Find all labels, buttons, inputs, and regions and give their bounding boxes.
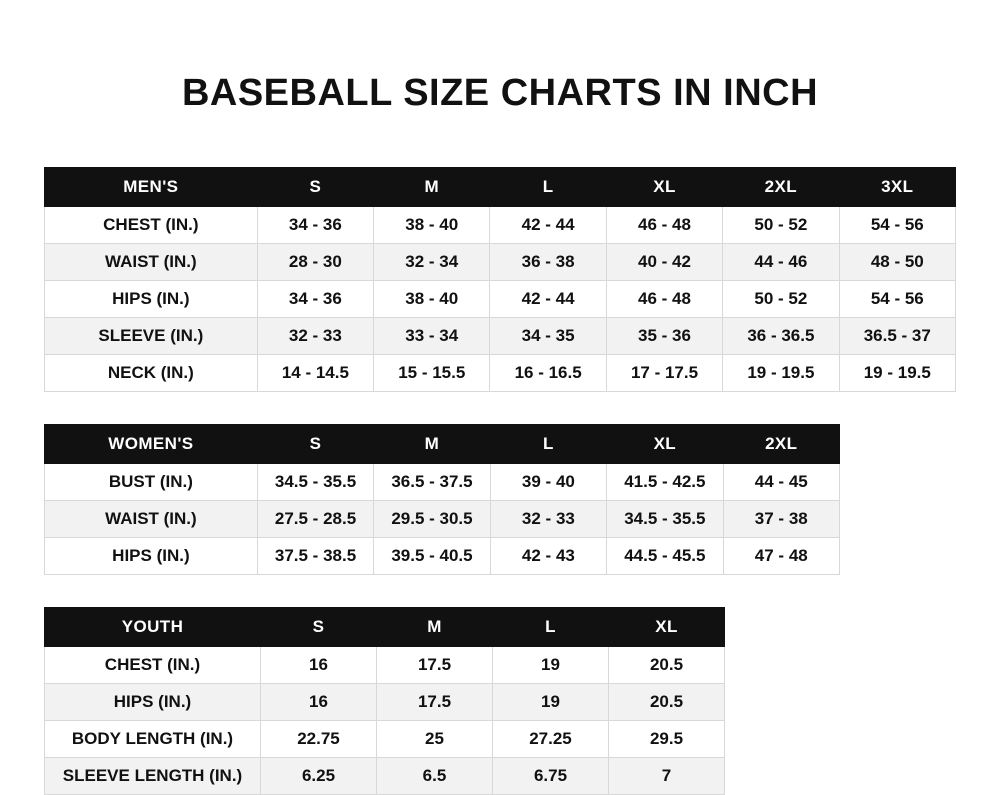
row-label: SLEEVE LENGTH (IN.) — [45, 758, 261, 795]
column-header: L — [493, 608, 609, 647]
table-cell: 15 - 15.5 — [374, 355, 490, 392]
table-cell: 47 - 48 — [723, 538, 839, 575]
womens-table-header — [45, 425, 840, 464]
table-cell: 20.5 — [609, 684, 725, 721]
column-header: YOUTH — [45, 608, 261, 647]
table-cell: 39.5 - 40.5 — [374, 538, 490, 575]
table-cell: 6.25 — [261, 758, 377, 795]
table-cell: 17.5 — [377, 684, 493, 721]
table-cell: 36 - 36.5 — [723, 318, 839, 355]
column-header: 2XL — [723, 168, 839, 207]
table-cell: 40 - 42 — [606, 244, 722, 281]
table-cell: 32 - 33 — [257, 318, 373, 355]
table-cell: 19 — [493, 684, 609, 721]
table-cell: 36 - 38 — [490, 244, 606, 281]
table-row — [45, 684, 725, 721]
table-cell: 27.5 - 28.5 — [257, 501, 373, 538]
table-cell: 48 - 50 — [839, 244, 955, 281]
table-cell: 14 - 14.5 — [257, 355, 373, 392]
table-cell: 33 - 34 — [374, 318, 490, 355]
table-cell: 35 - 36 — [606, 318, 722, 355]
table-header-row — [45, 168, 956, 207]
table-cell: 37 - 38 — [723, 501, 839, 538]
table-cell: 29.5 - 30.5 — [374, 501, 490, 538]
row-label: BUST (IN.) — [45, 464, 258, 501]
page-title: BASEBALL SIZE CHARTS IN INCH — [181, 72, 819, 114]
column-header: XL — [606, 168, 722, 207]
table-cell: 46 - 48 — [606, 207, 722, 244]
table-header-row — [45, 425, 840, 464]
size-tables-container — [0, 167, 1000, 795]
row-label: HIPS (IN.) — [45, 538, 258, 575]
table-cell: 37.5 - 38.5 — [257, 538, 373, 575]
table-cell: 19 — [493, 647, 609, 684]
row-label: BODY LENGTH (IN.) — [45, 721, 261, 758]
column-header: L — [490, 168, 606, 207]
table-cell: 38 - 40 — [374, 281, 490, 318]
table-cell: 42 - 44 — [490, 281, 606, 318]
table-cell: 16 — [261, 647, 377, 684]
table-row — [45, 318, 956, 355]
table-cell: 46 - 48 — [606, 281, 722, 318]
table-row — [45, 244, 956, 281]
column-header: 3XL — [839, 168, 955, 207]
row-label: HIPS (IN.) — [45, 684, 261, 721]
table-cell: 17 - 17.5 — [606, 355, 722, 392]
row-label: NECK (IN.) — [45, 355, 258, 392]
column-header: S — [257, 425, 373, 464]
row-label: WAIST (IN.) — [45, 244, 258, 281]
table-cell: 34 - 36 — [257, 281, 373, 318]
table-row — [45, 281, 956, 318]
table-row — [45, 355, 956, 392]
table-cell: 44 - 46 — [723, 244, 839, 281]
mens-table-header — [45, 168, 956, 207]
youth-table-body — [45, 647, 725, 795]
table-cell: 29.5 — [609, 721, 725, 758]
row-label: SLEEVE (IN.) — [45, 318, 258, 355]
youth-size-table — [44, 607, 725, 795]
table-cell: 7 — [609, 758, 725, 795]
table-cell: 19 - 19.5 — [723, 355, 839, 392]
table-cell: 36.5 - 37 — [839, 318, 955, 355]
mens-size-table — [44, 167, 956, 392]
table-cell: 34.5 - 35.5 — [257, 464, 373, 501]
table-cell: 54 - 56 — [839, 207, 955, 244]
table-cell: 50 - 52 — [723, 207, 839, 244]
table-cell: 34 - 35 — [490, 318, 606, 355]
womens-table-body — [45, 464, 840, 575]
column-header: WOMEN'S — [45, 425, 258, 464]
table-cell: 44 - 45 — [723, 464, 839, 501]
table-cell: 6.75 — [493, 758, 609, 795]
table-row — [45, 501, 840, 538]
table-cell: 28 - 30 — [257, 244, 373, 281]
table-row — [45, 464, 840, 501]
table-cell: 36.5 - 37.5 — [374, 464, 490, 501]
table-cell: 44.5 - 45.5 — [607, 538, 723, 575]
womens-size-table — [44, 424, 840, 575]
table-cell: 39 - 40 — [490, 464, 606, 501]
table-cell: 16 - 16.5 — [490, 355, 606, 392]
table-cell: 17.5 — [377, 647, 493, 684]
table-cell: 50 - 52 — [723, 281, 839, 318]
column-header: XL — [607, 425, 723, 464]
table-cell: 34.5 - 35.5 — [607, 501, 723, 538]
table-cell: 34 - 36 — [257, 207, 373, 244]
table-cell: 16 — [261, 684, 377, 721]
column-header: M — [377, 608, 493, 647]
column-header: XL — [609, 608, 725, 647]
column-header: M — [374, 168, 490, 207]
table-row — [45, 538, 840, 575]
row-label: HIPS (IN.) — [45, 281, 258, 318]
table-header-row — [45, 608, 725, 647]
row-label: CHEST (IN.) — [45, 647, 261, 684]
table-cell: 42 - 44 — [490, 207, 606, 244]
row-label: WAIST (IN.) — [45, 501, 258, 538]
column-header: M — [374, 425, 490, 464]
mens-table-body — [45, 207, 956, 392]
table-row — [45, 207, 956, 244]
column-header: MEN'S — [45, 168, 258, 207]
row-label: CHEST (IN.) — [45, 207, 258, 244]
column-header: S — [261, 608, 377, 647]
table-cell: 41.5 - 42.5 — [607, 464, 723, 501]
table-cell: 32 - 34 — [374, 244, 490, 281]
table-cell: 22.75 — [261, 721, 377, 758]
table-cell: 54 - 56 — [839, 281, 955, 318]
column-header: L — [490, 425, 606, 464]
table-cell: 32 - 33 — [490, 501, 606, 538]
table-cell: 42 - 43 — [490, 538, 606, 575]
table-cell: 27.25 — [493, 721, 609, 758]
table-cell: 25 — [377, 721, 493, 758]
column-header: 2XL — [723, 425, 839, 464]
youth-table-header — [45, 608, 725, 647]
table-row — [45, 647, 725, 684]
table-cell: 20.5 — [609, 647, 725, 684]
column-header: S — [257, 168, 373, 207]
table-cell: 38 - 40 — [374, 207, 490, 244]
table-row — [45, 758, 725, 795]
table-cell: 19 - 19.5 — [839, 355, 955, 392]
table-cell: 6.5 — [377, 758, 493, 795]
